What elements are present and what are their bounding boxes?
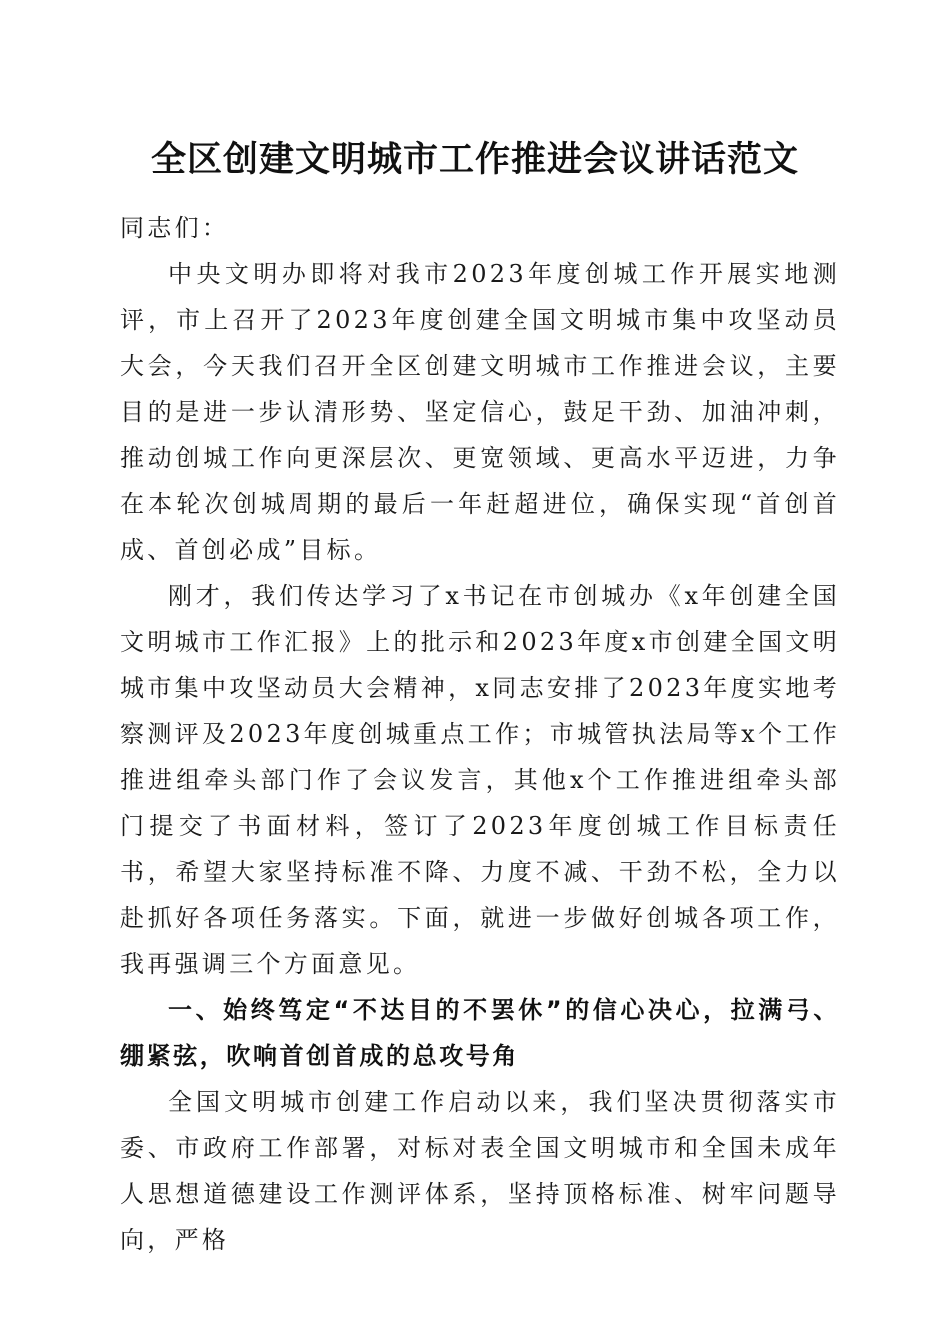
section-heading: 一、始终笃定“不达目的不罢休”的信心决心，拉满弓、绷紧弦，吹响首创首成的总攻号角 bbox=[120, 996, 840, 1070]
paragraph-2: 刚才，我们传达学习了x书记在市创城办《x年创建全国文明城市工作汇报》上的批示和2023年度x市创建全国文明城市集中攻坚动员大会精神，x同志安排了2023年度实地考察测评及2023年度创城重点工作；市城管执法局等x个工作推进组牵头部门作了会议发言，其他x个工作推进组牵头部门提交了书面材料，签订了2023年度创城工作目标责任书，希望大家坚持标准不降、力度不减、干劲不松，全力以赴抓好各项任务落实。下面，就进一步做好创城各项工作，我再强调三个方面意见。 bbox=[120, 582, 840, 978]
paragraph-1: 中央文明办即将对我市2023年度创城工作开展实地测评，市上召开了2023年度创建全国文明城市集中攻坚动员大会，今天我们召开全区创建文明城市工作推进会议，主要目的是进一步认清形势、坚定信心，鼓足干劲、加油冲刺，推动创城工作向更深层次、更宽领域、更高水平迈进，力争在本轮次创城周期的最后一年赶超进位，确保实现“首创首成、首创必成”目标。 bbox=[120, 260, 840, 564]
document-title: 全区创建文明城市工作推进会议讲话范文 bbox=[150, 139, 799, 180]
document-body bbox=[120, 205, 840, 1263]
section-paragraph: 全国文明城市创建工作启动以来，我们坚决贯彻落实市委、市政府工作部署，对标对表全国文明城市和全国未成年人思想道德建设工作测评体系，坚持顶格标准、树牢问题导向，严格 bbox=[120, 1088, 840, 1254]
salutation: 同志们： bbox=[120, 214, 230, 242]
